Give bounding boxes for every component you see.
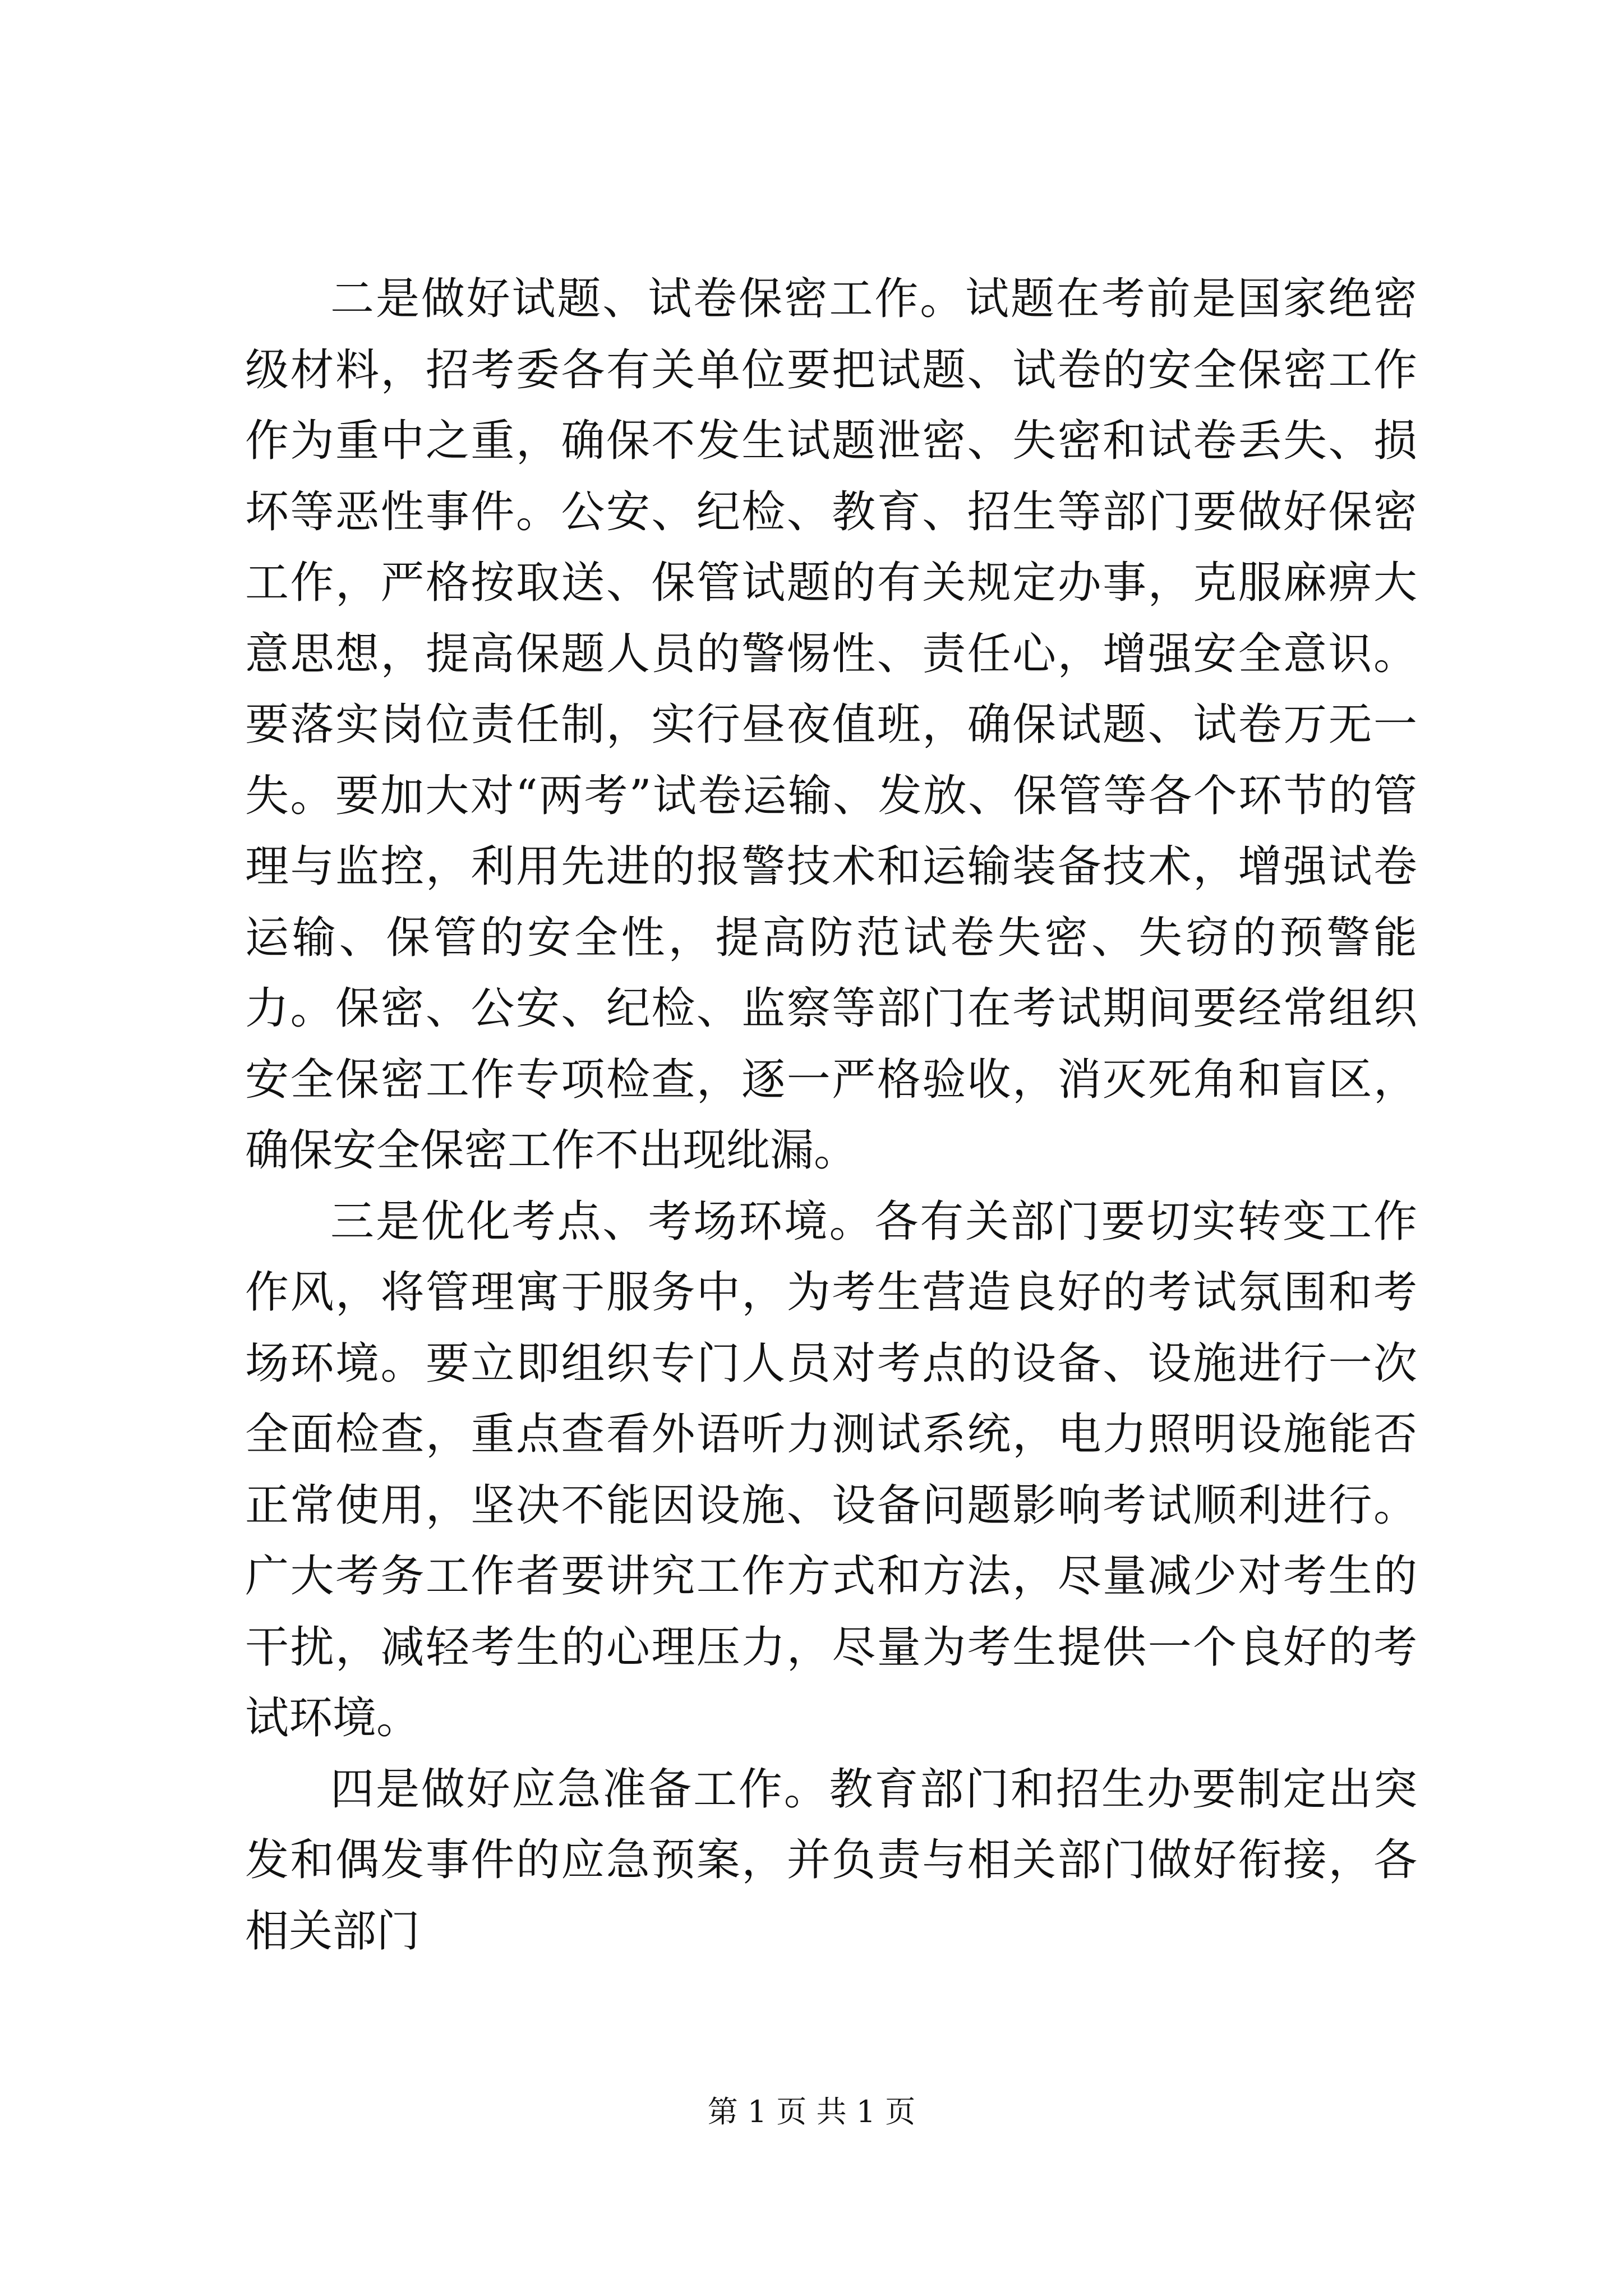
paragraph-emergency-preparation: 四是做好应急准备工作。教育部门和招生办要制定出突发和偶发事件的应急预案，并负责与相关部门做好衔接，各相关部门 (245, 1764, 1417, 1957)
page-footer: 第 1 页 共 1 页 (707, 2094, 916, 2129)
paragraph-exam-environment: 三是优化考点、考场环境。各有关部门要切实转变工作作风，将管理寓于服务中，为考生营造良好的考试氛围和考场环境。要立即组织专门人员对考点的设备、设施进行一次全面检查，重点查看外语听力测试系统，电力照明设施能否正常使用，坚决不能因设施、设备问题影响考试顺利进行。广大考务工作者要讲究工作方式和方法，尽量减少对考生的干扰，减轻考生的心理压力，尽量为考生提供一个良好的考试环境。 (245, 1196, 1417, 1743)
document-body (245, 264, 1417, 1967)
paragraph-confidentiality: 二是做好试题、试卷保密工作。试题在考前是国家绝密级材料，招考委各有关单位要把试题、试卷的安全保密工作作为重中之重，确保不发生试题泄密、失密和试卷丢失、损坏等恶性事件。公安、纪检、教育、招生等部门要做好保密工作，严格按取送、保管试题的有关规定办事，克服麻痹大意思想，提高保题人员的警惕性、责任心，增强安全意识。要落实岗位责任制，实行昼夜值班，确保试题、试卷万无一失。要加大对“两考”试卷运输、发放、保管等各个环节的管理与监控，利用先进的报警技术和运输装备技术，增强试卷运输、保管的安全性，提高防范试卷失密、失窃的预警能力。保密、公安、纪检、监察等部门在考试期间要经常组织安全保密工作专项检查，逐一严格验收，消灭死角和盲区，确保安全保密工作不出现纰漏。 (245, 274, 1417, 1176)
